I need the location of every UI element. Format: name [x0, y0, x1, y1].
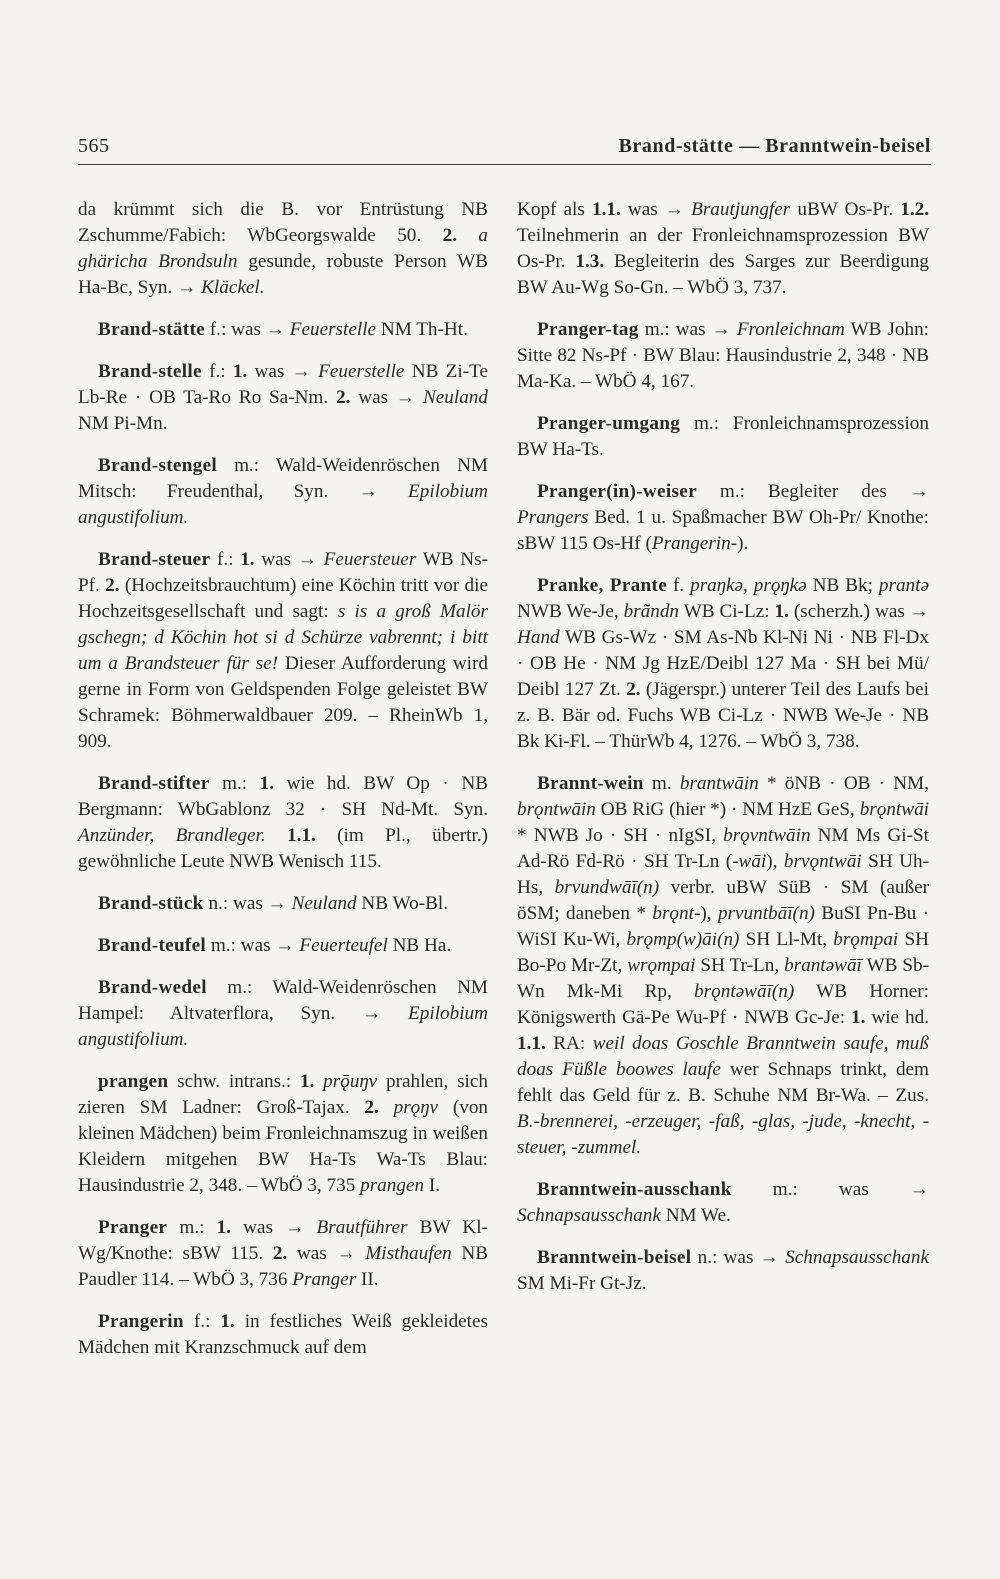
lemma: Prangerin	[98, 1311, 184, 1332]
entry-pranger-tag: Pranger-tag m.: was → Fronleichnam WB John: Sitte 82 Ns-Pf · BW Blau: Hausindustrie 2, 348 · NB Ma-Ka. – WbÖ 4, 167.	[517, 319, 929, 392]
lemma: Brand-stifter	[98, 773, 210, 794]
entry-brand-stengel: Brand-stengel m.: Wald-Weidenröschen NM Mitsch: Freudenthal, Syn. → Epilobium angustifolium.	[78, 455, 488, 528]
lemma: prangen	[98, 1071, 169, 1092]
lemma: Brand-wedel	[98, 977, 207, 998]
lemma: Brand-stengel	[98, 455, 218, 476]
entry-prangerin-continuation: Kopf als 1.1. was → Brautjungfer uBW Os-Pr. 1.2. Teilnehmerin an der Fronleichnamsprozession BW Os-Pr. 1.3. Begleiterin des Sarges zur Beerdigung BW Au-Wg So-Gn. – WbÖ 3, 737.	[517, 199, 930, 298]
lemma: Pranger-umgang	[537, 413, 681, 434]
lemma: Brannt-wein	[537, 773, 644, 794]
entry-brand-teufel: Brand-teufel m.: was → Feuerteufel NB Ha.	[98, 935, 452, 956]
entry-pranger: Pranger m.: 1. was → Brautführer BW Kl-Wg/Knothe: sBW 115. 2. was → Misthaufen NB Paudler 114. – WbÖ 3, 736 Pranger II.	[78, 1217, 489, 1290]
entry-brand-steuer: Brand-steuer f.: 1. was → Feuersteuer WB Ns-Pf. 2. (Hochzeitsbrauchtum) eine Köchin tritt vor die Hochzeitsgesellschaft und sagt: s is a groß Malör gschegn; d Köchin hot si d Schürze vabrennt; i bitt um a Brandsteuer für se! Dieser Aufforderung wird gerne in Form von Geldspenden Folge geleistet BW Schramek: Böhmerwaldbauer 209. – RheinWb 1, 909.	[78, 549, 489, 752]
entry-brand-wedel: Brand-wedel m.: Wald-Weidenröschen NM Hampel: Altvaterflora, Syn. → Epilobium angustifolium.	[78, 977, 488, 1050]
lemma: Brand-steuer	[98, 549, 211, 570]
lemma: Pranger-tag	[537, 319, 639, 340]
page-header	[78, 133, 931, 165]
entry-pranke: Pranke, Prante f. praŋkə, prǫŋkə NB Bk; prantə NWB We-Je, brãndn WB Ci-Lz: 1. (scherzh.) was → Hand WB Gs-Wz · SM As-Nb Kl-Ni Ni · NB Fl-Dx · OB He · NM Jg HzE/Deibl 127 Ma · SH bei Mü/ Deibl 127 Zt. 2. (Jägerspr.) unterer Teil des Laufs bei z. B. Bär od. Fuchs WB Ci-Lz · NWB We-Je · NB Bk Ki-Fl. – ThürWb 4, 1276. – WbÖ 3, 738.	[517, 575, 929, 752]
lemma: Brand-stätte	[98, 319, 205, 340]
lemma: Pranke, Prante	[537, 575, 668, 596]
entry-brannt-wein: Brannt-wein m. brantwāin * öNB · OB · NM, brǫntwāin OB RiG (hier *) · NM HzE GeS, brǫntwāi * NWB Jo · SH · nIgSI, brǫvntwāin NM Ms Gi-St Ad-Rö Fd-Rö · SH Tr-Ln (-wāi), brvǫntwāi SH Uh-Hs, brvundwāī(n) verbr. uBW SüB · SM (außer öSM; daneben * brǫnt-), prvuntbāī(n) BuSI Pn-Bu · WiSI Ku-Wi, brǫmp(w)āi(n) SH Ll-Mt, brǫmpai SH Bo-Po Mr-Zt, wrǫmpai SH Tr-Ln, brantəwāī WB Sb-Wn Mk-Mi Rp, brǫntəwāī(n) WB Horner: Königswerth Gä-Pe Wu-Pf · NWB Gc-Je: 1. wie hd. 1.1. RA: weil doas Goschle Branntwein saufe, muß doas Füßle boowes laufe wer Schnaps trinkt, dem fehlt das Geld für z. B. Schuhe NM Br-Wa. – Zus. B.-brennerei, -erzeuger, -faß, -glas, -jude, -knecht, -steuer, -zummel.	[517, 773, 930, 1158]
entry-pranger-umgang: Pranger-umgang m.: Fronleichnamsprozession BW Ha-Ts.	[517, 413, 929, 460]
lemma: Brand-stelle	[98, 361, 202, 382]
lemma: Branntwein-beisel	[537, 1247, 692, 1268]
entry-brand-stifter: Brand-stifter m.: 1. wie hd. BW Op · NB Bergmann: WbGablonz 32 · SH Nd-Mt. Syn. Anzünder, Brandleger. 1.1. (im Pl., übertr.) gewöhnliche Leute NWB Wenisch 115.	[78, 773, 489, 872]
entry-pranger-in-weiser: Pranger(in)-weiser m.: Begleiter des → Prangers Bed. 1 u. Spaßmacher BW Oh-Pr/ Knothe: sBW 115 Os-Hf (Prangerin-).	[517, 481, 929, 554]
page-number: 565	[78, 135, 110, 157]
entry-branntwein-ausschank: Branntwein-ausschank m.: was → Schnapsausschank NM We.	[517, 1179, 929, 1226]
running-head: Brand-stätte — Branntwein-beisel	[618, 135, 931, 157]
entry-branntwein-beisel: Branntwein-beisel n.: was → Schnapsausschank SM Mi-Fr Gt-Jz.	[517, 1247, 929, 1294]
lemma: Branntwein-ausschank	[537, 1179, 732, 1200]
entry-brand-stueck: Brand-stück n.: was → Neuland NB Wo-Bl.	[98, 893, 449, 914]
entry-prangerin: Prangerin f.: 1. in festliches Weiß gekleidetes Mädchen mit Kranzschmuck auf dem	[78, 1311, 488, 1358]
right-column	[517, 197, 929, 1313]
entry-brand-staette: Brand-stätte f.: was → Feuerstelle NM Th-Ht.	[98, 319, 468, 340]
lemma: Pranger	[98, 1217, 168, 1238]
lemma: Brand-stück	[98, 893, 204, 914]
entry-continuation: da krümmt sich die B. vor Entrüstung NB Zschumme/Fabich: WbGeorgswalde 50. 2. a ghäricha Brondsuln gesunde, robuste Person WB Ha-Bc, Syn. → Kläckel.	[78, 199, 489, 298]
entry-prangen: prangen schw. intrans.: 1. prǭuŋv prahlen, sich zieren SM Ladner: Groß-Tajax. 2. prǫŋv (von kleinen Mädchen) beim Fronleichnamszug in weißen Kleidern mitgehen BW Ha-Ts Wa-Ts Blau: Hausindustrie 2, 348. – WbÖ 3, 735 prangen I.	[78, 1071, 489, 1196]
lemma: Brand-teufel	[98, 935, 207, 956]
entry-brand-stelle: Brand-stelle f.: 1. was → Feuerstelle NB Zi-Te Lb-Re · OB Ta-Ro Ro Sa-Nm. 2. was → Neuland NM Pi-Mn.	[78, 361, 488, 434]
left-column	[78, 197, 488, 1377]
lemma: Pranger(in)-weiser	[537, 481, 697, 502]
